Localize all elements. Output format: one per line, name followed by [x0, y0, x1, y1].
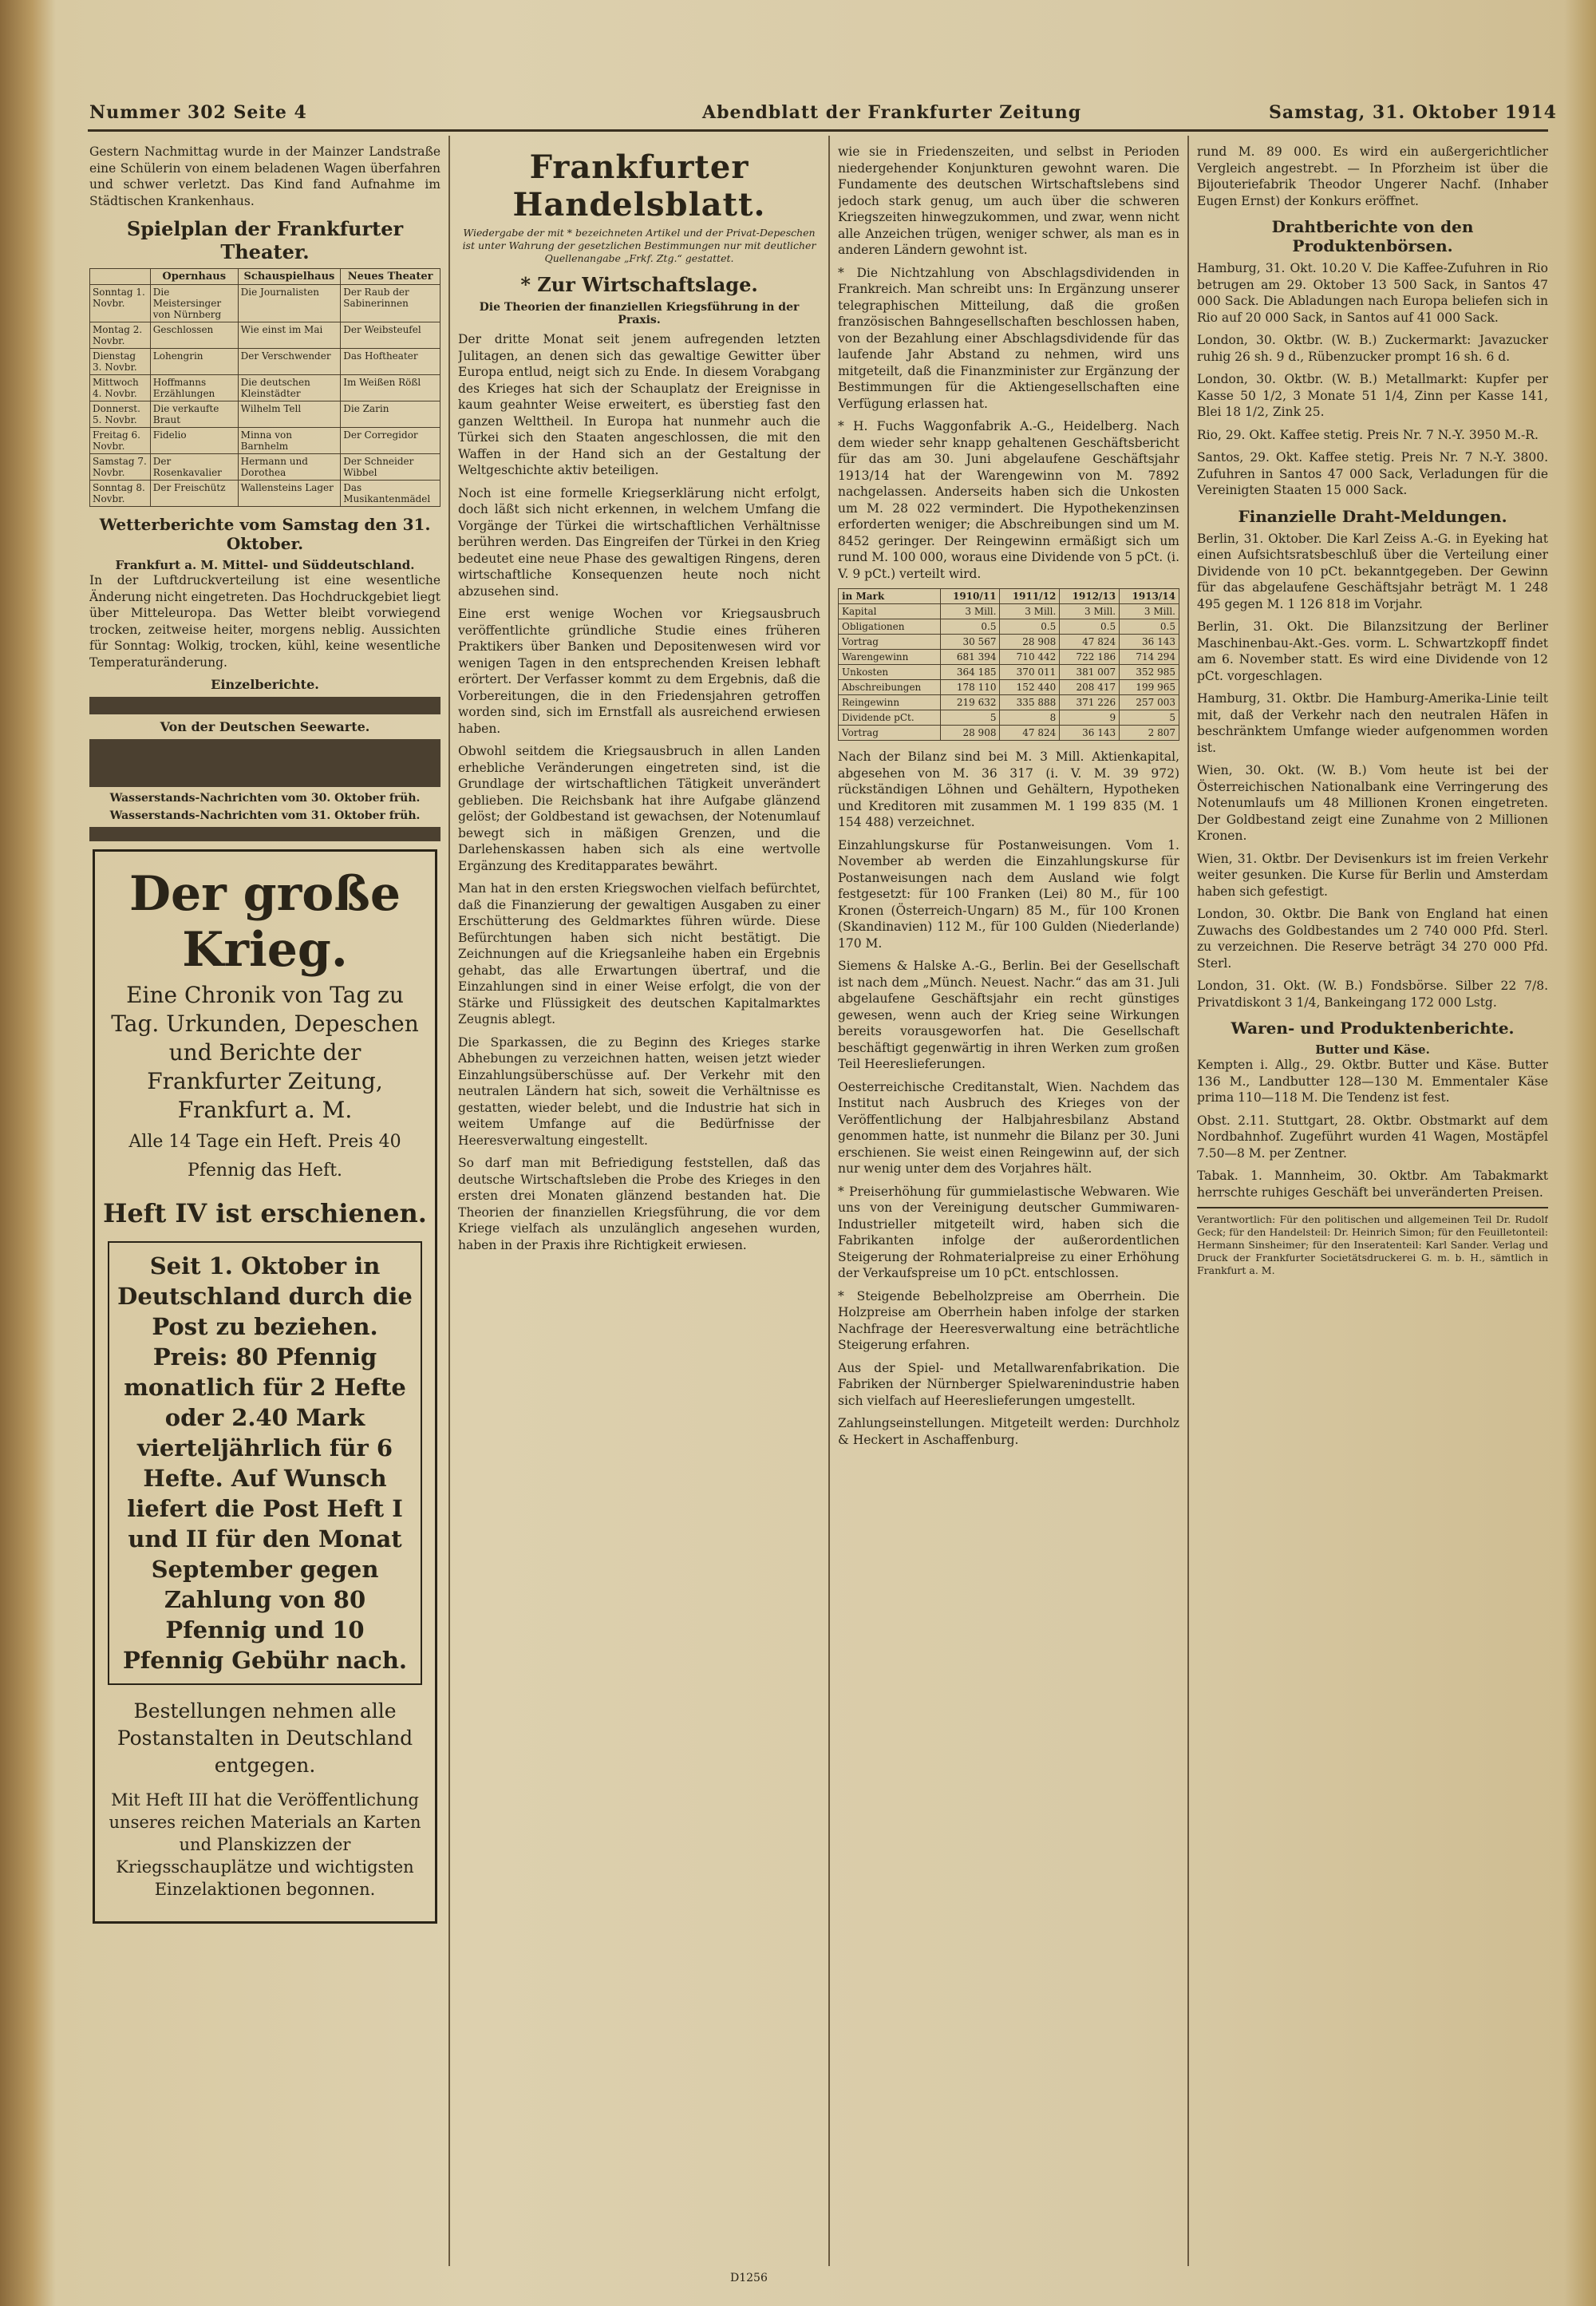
fin-header: 1911/12 — [1000, 589, 1060, 604]
fin-cell: 3 Mill. — [940, 604, 1000, 619]
column-2 — [458, 144, 820, 2274]
theater-cell: Donnerst. 5. Novbr. — [90, 401, 151, 428]
finanz-list — [1197, 531, 1548, 1011]
krieg-footer-1: Bestellungen nehmen alle Postanstalten in Deutschland entgegen. — [117, 1699, 413, 1777]
theater-cell: Geschlossen — [150, 322, 238, 349]
fin-cell: 30 567 — [940, 635, 1000, 650]
theater-cell: Minna von Barnhelm — [238, 428, 341, 454]
theater-row — [90, 428, 440, 454]
column-3 — [838, 144, 1179, 2274]
fin-cell: 152 440 — [1000, 680, 1060, 695]
weather-subtitle: Frankfurt a. M. Mittel- und Süddeutschland. — [115, 558, 415, 572]
header-rule — [88, 129, 1548, 132]
fin-cell: 257 003 — [1120, 695, 1179, 710]
fin-cell: Unkosten — [839, 665, 941, 680]
fin-cell: 370 011 — [1000, 665, 1060, 680]
weather-title: Wetterberichte vom Samstag den 31. Oktober. — [99, 515, 431, 553]
theater-cell: Die Zarin — [341, 401, 440, 428]
finanz-item: London, 30. Oktbr. Die Bank von England hat einen Zuwachs des Goldbestandes um 2 740 000 Pfd. Sterl. zu verzeichnen. Die Reserve beträgt 34 270 000 Pfd. Sterl. — [1197, 907, 1548, 971]
wasser-title-1: Wasserstands-Nachrichten vom 30. Oktober früh. — [109, 792, 421, 805]
fin-cell: 0.5 — [1060, 619, 1120, 635]
news-paragraph: Nach der Bilanz sind bei M. 3 Mill. Aktienkapital, abgesehen von M. 36 317 (i. V. M. 39 972) rückständigen Löhnen und Gehältern, Hypotheken und Kreditoren mit zusammen M. 1 199 835 (M. 1 154 488) verzeichnet. — [838, 750, 1179, 829]
news-paragraph: * Die Nichtzahlung von Abschlagsdividenden in Frankreich. Man schreibt uns: In Ergänzung unserer telegraphischen Mitteilung, daß die großen französischen Bahngesellschaften beschlossen haben, von der Bezahlung einer Abschlagsdividende für das laufende Jahr Abstand zu nehmen, wird uns mitgeteilt, daß die Finanzminister zur Ergänzung der Bestimmungen für die Aktiengesellschaften eine Verfügung erlassen hat. — [838, 265, 1179, 411]
divider-band — [89, 827, 440, 841]
news-paragraph: * Steigende Bebelholzpreise am Oberrhein. Die Holzpreise am Oberrhein haben infolge der starken Nachfrage der Heeresverwaltung eine beträchtliche Steigerung erfahren. — [838, 1288, 1179, 1352]
fin-cell: 36 143 — [1060, 726, 1120, 741]
business-news-2 — [838, 749, 1179, 1448]
handelsblatt-note: Wiedergabe der mit * bezeichneten Artikel und der Privat-Depeschen ist unter Wahrung der gesetzlichen Bestimmungen nur mit deutlicher Quellenangabe „Frkf. Ztg.“ gestattet. — [462, 227, 816, 264]
article-paragraph: Eine erst wenige Wochen vor Kriegsausbruch veröffentlichte gründliche Studie eines früheren Praktikers über Banken und Depositenwesen wird vor wenigen Tagen in den entsprechenden Kreisen lebhaft erörtert. Der Verfasser kommt zu dem Ergebnis, daß die Vorbereitungen, die in den Friedensjahren getroffen worden sind, sich im Ernstfall als ausreichend erwiesen haben. — [458, 607, 820, 736]
header-left: Nummer 302 Seite 4 — [89, 102, 307, 123]
news-paragraph: Oesterreichische Creditanstalt, Wien. Nachdem das Institut nach Ausbruch des Krieges von der Veröffentlichung der Halbjahresbilanz Abstand genommen hatte, ist nunmehr die Bilanz per 30. Juni erschienen. Sie weist einen Reingewinn auf, der sich nur wenig unter dem des Vorjahres hält. — [838, 1079, 1179, 1176]
theater-cell: Wallensteins Lager — [238, 481, 341, 507]
theater-cell: Der Verschwender — [238, 349, 341, 375]
weather-table-band — [89, 697, 440, 714]
fin-cell: 371 226 — [1060, 695, 1120, 710]
fin-cell: 5 — [940, 710, 1000, 726]
column-1 — [89, 144, 440, 2274]
fin-cell: 381 007 — [1060, 665, 1120, 680]
produkten-item: Rio, 29. Okt. Kaffee stetig. Preis Nr. 7 N.-Y. 3950 M.-R. — [1197, 427, 1539, 442]
fin-cell: Abschreibungen — [839, 680, 941, 695]
fin-cell: 28 908 — [940, 726, 1000, 741]
article-paragraph: Obwohl seitdem die Kriegsausbruch in allen Landen erhebliche Veränderungen eingetreten sind, ist die Grundlage der wirtschaftlichen Tätigkeit unverändert geblieben. Die Reichsbank hat ihre Aufgabe glänzend gelöst; der Goldbestand ist gewachsen, der Notenumlauf bewegt sich in mäßigen Grenzen, und die Darlehenskassen haben sich als eine wertvolle Ergänzung des Kreditapparates bewährt. — [458, 744, 820, 873]
theater-title: Spielplan der Frankfurter Theater. — [126, 217, 404, 263]
theater-cell: Das Musikantenmädel — [341, 481, 440, 507]
fin-header: in Mark — [839, 589, 941, 604]
column-divider — [1187, 136, 1189, 2266]
news-paragraph: * H. Fuchs Waggonfabrik A.-G., Heidelberg. Nach dem wieder sehr knapp gehaltenen Geschäftsbericht für das am 30. Juni abgelaufene Geschäftsjahr 1913/14 hat der Warengewinn von M. 7892 nachgelassen. Anderseits haben sich die Unkosten um M. 28 022 vermindert. Die Hypothekenzinsen erforderten weniger; die Abschreibungen sind um M. 8452 geringer. Der Reingewinn ermäßigt sich um rund M. 100 000, woraus eine Dividende von 5 pCt. (i. V. 9 pCt.) verteilt wird. — [838, 419, 1179, 581]
fin-cell: 3 Mill. — [1060, 604, 1120, 619]
fin-cell: 199 965 — [1120, 680, 1179, 695]
theater-cell: Die deutschen Kleinstädter — [238, 375, 341, 401]
krieg-title: Der große Krieg. — [128, 866, 401, 978]
fin-cell: 0.5 — [940, 619, 1000, 635]
theater-cell: Montag 2. Novbr. — [90, 322, 151, 349]
fin-cell: Vortrag — [839, 635, 941, 650]
theater-cell: Fidelio — [150, 428, 238, 454]
fin-row — [839, 619, 1179, 635]
fin-cell: 352 985 — [1120, 665, 1179, 680]
produkten-item: Santos, 29. Okt. Kaffee stetig. Preis Nr. 7 N.-Y. 3800. Zufuhren in Santos 47 000 Sack, Verladungen für die Vereinigten Staaten 15 000 Sack. — [1197, 450, 1548, 497]
theater-cell: Hermann und Dorothea — [238, 454, 341, 481]
theater-cell: Wie einst im Mai — [238, 322, 341, 349]
theater-row — [90, 454, 440, 481]
fin-cell: 208 417 — [1060, 680, 1120, 695]
waren-title: Waren- und Produktenberichte. — [1231, 1019, 1515, 1038]
fin-cell: 0.5 — [1000, 619, 1060, 635]
weather-text: In der Luftdruckverteilung ist eine wesentliche Änderung nicht eingetreten. Das Hochdruckgebiet liegt über Mitteleuropa. Das Wetter bleibt vorwiegend trocken, zeitweise heiter, morgens neblig. Aussichten für Sonntag: Wolkig, trocken, kühl, keine wesentliche Temperaturänderung. — [89, 573, 440, 670]
theater-cell: Sonntag 8. Novbr. — [90, 481, 151, 507]
fin-row — [839, 650, 1179, 665]
theater-header — [90, 269, 151, 285]
article-paragraph: Die Sparkassen, die zu Beginn des Krieges starke Abhebungen zu verzeichnen hatten, weisen jetzt wieder Einzahlungsüberschüsse auf. Der Verkehr mit den neutralen Ländern hat sich, soweit die Verhältnisse es gestatten, wieder belebt, und die Industrie hat sich in weitem Umfange auf die Bedürfnisse der Heeresverwaltung eingestellt. — [458, 1034, 820, 1148]
waren-item: Obst. 2.11. Stuttgart, 28. Oktbr. Obstmarkt auf dem Nordbahnhof. Zugeführt wurden 41 Wagen, Mostäpfel 7.50—8 M. per Zentner. — [1197, 1113, 1548, 1161]
fin-header: 1910/11 — [940, 589, 1000, 604]
krieg-subscription: Seit 1. Oktober in Deutschland durch die Post zu beziehen. Preis: 80 Pfennig monatlich für 2 Hefte oder 2.40 Mark vierteljährlich für 6 Hefte. Auf Wunsch liefert die Post Heft I und II für den Monat September gegen Zahlung von 80 Pfennig und 10 Pfennig Gebühr nach. — [108, 1241, 422, 1685]
krieg-advert — [93, 849, 437, 1924]
produkten-item: Hamburg, 31. Okt. 10.20 V. Die Kaffee-Zufuhren in Rio betrugen am 29. Oktober 13 500 Sack, in Santos 47 000 Sack. Die Abladungen nach Europa beliefen sich in Rio auf 20 000 Sack, in Santos auf 41 000 Sack. — [1197, 261, 1548, 325]
theater-cell: Samstag 7. Novbr. — [90, 454, 151, 481]
theater-row — [90, 401, 440, 428]
theater-header: Opernhaus — [150, 269, 238, 285]
finanz-item: Wien, 30. Okt. (W. B.) Vom heute ist bei der Österreichischen Nationalbank eine Verringerung des Notenumlaufs um 48 Millionen Kronen eingetreten. Der Goldbestand zeigt eine Zunahme von 2 Millionen Kronen. — [1197, 763, 1548, 843]
fin-cell: 5 — [1120, 710, 1179, 726]
fin-row — [839, 665, 1179, 680]
fin-cell: 28 908 — [1000, 635, 1060, 650]
theater-cell: Der Weibsteufel — [341, 322, 440, 349]
theater-table — [89, 268, 440, 507]
theater-cell: Wilhelm Tell — [238, 401, 341, 428]
article-paragraph: Noch ist eine formelle Kriegserklärung nicht erfolgt, doch läßt sich nicht erkennen, in welchem Umfang die Vorgänge der Türkei die wirtschaftlichen Verhältnisse berühren werden. Das Eingreifen der Türkei in den Krieg bedeutet eine neue Phase des gewaltigen Ringens, deren wirtschaftliche Konsequenzen heute noch nicht abzusehen sind. — [458, 485, 820, 599]
fin-cell: Obligationen — [839, 619, 941, 635]
article-body — [458, 331, 820, 1253]
fin-cell: 8 — [1000, 710, 1060, 726]
fin-cell: Dividende pCt. — [839, 710, 941, 726]
fin-cell: 47 824 — [1060, 635, 1120, 650]
theater-cell: Der Corregidor — [341, 428, 440, 454]
fin-cell: 178 110 — [940, 680, 1000, 695]
finanz-item: Hamburg, 31. Oktbr. Die Hamburg-Amerika-Linie teilt mit, daß der Verkehr nach den neutralen Häfen in beschränktem Umfange wieder aufgenommen worden ist. — [1197, 691, 1548, 755]
produkten-title: Drahtberichte von den Produktenbörsen. — [1271, 217, 1474, 255]
theater-cell: Dienstag 3. Novbr. — [90, 349, 151, 375]
fin-cell: 2 807 — [1120, 726, 1179, 741]
local-news: Gestern Nachmittag wurde in der Mainzer Landstraße eine Schülerin von einem beladenen Wagen überfahren und schwer verletzt. Das Kind fand Aufnahme im Städtischen Krankenhaus. — [89, 144, 440, 208]
butter-heading: Butter und Käse. — [1315, 1042, 1430, 1057]
handelsblatt-title: Frankfurter Handelsblatt. — [512, 148, 766, 223]
krieg-heft: Heft IV ist erschienen. — [103, 1198, 427, 1228]
header-center: Abendblatt der Frankfurter Zeitung — [702, 102, 1082, 123]
fin-cell: 364 185 — [940, 665, 1000, 680]
finanz-item: Wien, 31. Oktbr. Der Devisenkurs ist im freien Verkehr weiter gesunken. Die Kurse für Berlin und Amsterdam haben sich gefestigt. — [1197, 851, 1548, 899]
theater-row — [90, 285, 440, 322]
column-4 — [1197, 144, 1548, 2274]
wirtschaftslage-subheading: Die Theorien der finanziellen Kriegsführung in der Praxis. — [479, 301, 800, 326]
fin-cell: 3 Mill. — [1120, 604, 1179, 619]
theater-cell: Sonntag 1. Novbr. — [90, 285, 151, 322]
finanz-item: Berlin, 31. Oktober. Die Karl Zeiss A.-G. in Eyeking hat einen Aufsichtsratsbeschluß über die Verteilung einer Dividende von 10 pCt. bekanntgegeben. Der Gewinn für das abgelaufene Geschäftsjahr beträgt M. 1 248 495 gegen M. 1 126 818 im Vorjahr. — [1197, 531, 1548, 611]
news-paragraph: Aus der Spiel- und Metallwarenfabrikation. Die Fabriken der Nürnberger Spielwarenindustrie haben sich vielfach auf Heereslieferungen umgestellt. — [838, 1360, 1179, 1408]
waren-item: Kempten i. Allg., 29. Oktbr. Butter und Käse. Butter 136 M., Landbutter 128—130 M. Emmentaler Käse prima 110—118 M. Die Tendenz ist fest. — [1197, 1058, 1548, 1105]
finanz-item: Berlin, 31. Okt. Die Bilanzsitzung der Berliner Maschinenbau-Akt.-Ges. vorm. L. Schwartzkopff findet am 6. November statt. Es wird eine Dividende von 12 pCt. vorgeschlagen. — [1197, 619, 1548, 683]
fin-cell: Reingewinn — [839, 695, 941, 710]
fin-header: 1913/14 — [1120, 589, 1179, 604]
theater-row — [90, 322, 440, 349]
fin-row — [839, 726, 1179, 741]
article-paragraph: Der dritte Monat seit jenem aufregenden letzten Julitagen, an denen sich das gewaltige Gewitter über Europa entlud, neigt sich zu Ende. In diesem Vorabgang des Krieges hat sich der Schauplatz der Ereignisse in kaum geahnter Weise erweitert, es überstieg fast den ganzen Welttheil. In Europa hat nunmehr auch die Türkei sich den Staaten angeschlossen, die mit den Waffen in der Hand sich an der Gestaltung der Weltgeschichte aktiv beteiligen. — [458, 332, 820, 477]
wasser-title-2: Wasserstands-Nachrichten vom 31. Oktober früh. — [109, 809, 421, 822]
business-news — [838, 144, 1179, 582]
edge-mark: D1256 — [730, 2272, 768, 2284]
fin-cell: 47 824 — [1000, 726, 1060, 741]
news-paragraph: wie sie in Friedenszeiten, und selbst in Perioden niedergehender Konjunkturen gewohnt waren. Die Fundamente des deutschen Wirtschaftslebens sind jedoch stark genug, um auch über die schweren Kriegszeiten hinwegzukommen, und zwar, wenn nicht alle Anzeichen trügen, weniger schwer, als man es in anderen Ländern gewohnt ist. — [838, 144, 1179, 257]
finanz-item: London, 31. Okt. (W. B.) Fondsbörse. Silber 22 7/8. Privatdiskont 3 1/4, Bankeingang 172 000 Lstg. — [1197, 979, 1548, 1010]
produkten-list — [1197, 260, 1548, 499]
krieg-subtitle: Eine Chronik von Tag zu Tag. Urkunden, Depeschen und Berichte der Frankfurter Zeitung, Frankfurt a. M. — [111, 982, 419, 1123]
fin-row — [839, 680, 1179, 695]
produkten-item: London, 30. Oktbr. (W. B.) Metallmarkt: Kupfer per Kasse 50 1/2, 3 Monate 51 1/4, Zinn per Kasse 141, Blei 18 1/2, Zink 25. — [1197, 372, 1548, 419]
theater-header: Neues Theater — [341, 269, 440, 285]
fin-cell: 36 143 — [1120, 635, 1179, 650]
theater-cell: Der Rosenkavalier — [150, 454, 238, 481]
fuchs-table — [838, 588, 1179, 741]
column-divider — [828, 136, 830, 2266]
column-divider — [448, 136, 450, 2266]
fin-cell: 9 — [1060, 710, 1120, 726]
theater-cell: Die verkaufte Braut — [150, 401, 238, 428]
fin-cell: Kapital — [839, 604, 941, 619]
einzel-title: Einzelberichte. — [211, 677, 319, 692]
article-paragraph: Man hat in den ersten Kriegswochen vielfach befürchtet, daß die Finanzierung der gewaltigen Ausgaben zu einer Erschütterung des Geldmarktes führen würde. Diese Befürchtungen haben sich nicht bestätigt. Die Zeichnungen auf die Kriegsanleihe haben ein Ergebnis gehabt, das alle Erwartungen übertraf, und die Einzahlungen sind in einer Weise erfolgt, die von der Stärke und Flüssigkeit des deutschen Kapitalmarktes Zeugnis ablegt. — [458, 881, 820, 1026]
theater-cell: Hoffmanns Erzählungen — [150, 375, 238, 401]
finanz-title: Finanzielle Draht-Meldungen. — [1238, 506, 1507, 526]
theater-cell: Der Schneider Wibbel — [341, 454, 440, 481]
imprint: Verantwortlich: Für den politischen und allgemeinen Teil Dr. Rudolf Geck; für den Handelsteil: Dr. Heinrich Simon; für den Feuilletonteil: Hermann Sinsheimer; für den Inseratenteil: Karl Sander. Verlag und Druck der Frankfurter Societätsdruckerei G. m. b. H., sämtlich in Frankfurt a. M. — [1197, 1207, 1548, 1277]
krieg-footer-2: Mit Heft III hat die Veröffentlichung unseres reichen Materials an Karten und Planskizzen der Kriegsschauplätze und wichtigsten Einzelaktionen begonnen. — [109, 1790, 421, 1899]
fin-cell: 714 294 — [1120, 650, 1179, 665]
news-paragraph: * Preiserhöhung für gummielastische Webwaren. Wie uns von der Vereinigung deutscher Gummiwaren-Industrieller mitgeteilt wird, haben sich die Fabrikanten infolge der außerordentlichen Steigerung der Rohmaterialpreise zu einer Erhöhung der Verkaufspreise um 10 pCt. entschlossen. — [838, 1184, 1179, 1280]
theater-header: Schauspielhaus — [238, 269, 341, 285]
fin-header: 1912/13 — [1060, 589, 1120, 604]
konkurs-note: rund M. 89 000. Es wird ein außergerichtlicher Vergleich angestrebt. — In Pforzheim ist über die Bijouteriefabrik Theodor Ungerer Nachf. (Inhaber Eugen Ernst) der Konkurs eröffnet. — [1197, 144, 1548, 208]
article-paragraph: So darf man mit Befriedigung feststellen, daß das deutsche Wirtschaftsleben die Probe des Krieges in den ersten drei Monaten glänzend bestanden hat. Die Theorien der finanziellen Kriegsführung, die vor dem Kriege vielfach als unzulänglich angesehen wurden, haben in der Praxis ihre Richtigkeit erwiesen. — [458, 1156, 820, 1252]
theater-cell: Freitag 6. Novbr. — [90, 428, 151, 454]
fin-cell: 335 888 — [1000, 695, 1060, 710]
fin-row — [839, 635, 1179, 650]
fin-cell: 219 632 — [940, 695, 1000, 710]
fin-cell: 722 186 — [1060, 650, 1120, 665]
theater-cell: Mittwoch 4. Novbr. — [90, 375, 151, 401]
fin-cell: 3 Mill. — [1000, 604, 1060, 619]
seewarte-title: Von der Deutschen Seewarte. — [160, 719, 370, 734]
theater-cell: Lohengrin — [150, 349, 238, 375]
fin-cell: Warengewinn — [839, 650, 941, 665]
fin-cell: 710 442 — [1000, 650, 1060, 665]
theater-row — [90, 375, 440, 401]
fin-cell: Vortrag — [839, 726, 941, 741]
waren-item: Tabak. 1. Mannheim, 30. Oktbr. Am Tabakmarkt herrschte ruhiges Geschäft bei unveränderten Preisen. — [1197, 1169, 1548, 1200]
theater-row — [90, 481, 440, 507]
fin-row — [839, 710, 1179, 726]
fin-row — [839, 695, 1179, 710]
fin-cell: 681 394 — [940, 650, 1000, 665]
news-paragraph: Siemens & Halske A.-G., Berlin. Bei der Gesellschaft ist nach dem „Münch. Neuest. Nachr.“ das am 31. Juli abgelaufene Geschäftsjahr ein recht günstiges gewesen, wenn auch der Krieg seine Wirkungen bereits vorausgeworfen hat. Die Gesellschaft beschäftigt gegenwärtig in ihren Werken zum großen Teil Heereslieferungen. — [838, 959, 1179, 1071]
theater-row — [90, 349, 440, 375]
krieg-note: Alle 14 Tage ein Heft. Preis 40 Pfennig das Heft. — [128, 1132, 401, 1181]
theater-cell: Der Freischütz — [150, 481, 238, 507]
theater-cell: Die Journalisten — [238, 285, 341, 322]
header-right: Samstag, 31. Oktober 1914 — [1269, 102, 1557, 123]
news-paragraph: Einzahlungskurse für Postanweisungen. Vom 1. November ab werden die Einzahlungskurse für Postanweisungen nach dem Ausland wie folgt festgesetzt: für 100 Franken (Lei) 80 M., für 100 Kronen (Österreich-Ungarn) 85 M., für 100 Kronen (Skandinavien) 112 M., für 100 Gulden (Niederlande) 170 M. — [838, 837, 1179, 951]
produkten-item: London, 30. Oktbr. (W. B.) Zuckermarkt: Javazucker ruhig 26 sh. 9 d., Rübenzucker prompt 16 sh. 6 d. — [1197, 333, 1548, 364]
seewarte-table-band — [89, 739, 440, 787]
wirtschaftslage-heading: * Zur Wirtschaftslage. — [520, 273, 758, 296]
fin-cell: 0.5 — [1120, 619, 1179, 635]
fin-row — [839, 604, 1179, 619]
waren-list — [1197, 1057, 1548, 1200]
theater-cell: Das Hoftheater — [341, 349, 440, 375]
theater-cell: Im Weißen Rößl — [341, 375, 440, 401]
theater-cell: Die Meistersinger von Nürnberg — [150, 285, 238, 322]
news-paragraph: Zahlungseinstellungen. Mitgeteilt werden: Durchholz & Heckert in Aschaffenburg. — [838, 1416, 1179, 1447]
theater-cell: Der Raub der Sabinerinnen — [341, 285, 440, 322]
